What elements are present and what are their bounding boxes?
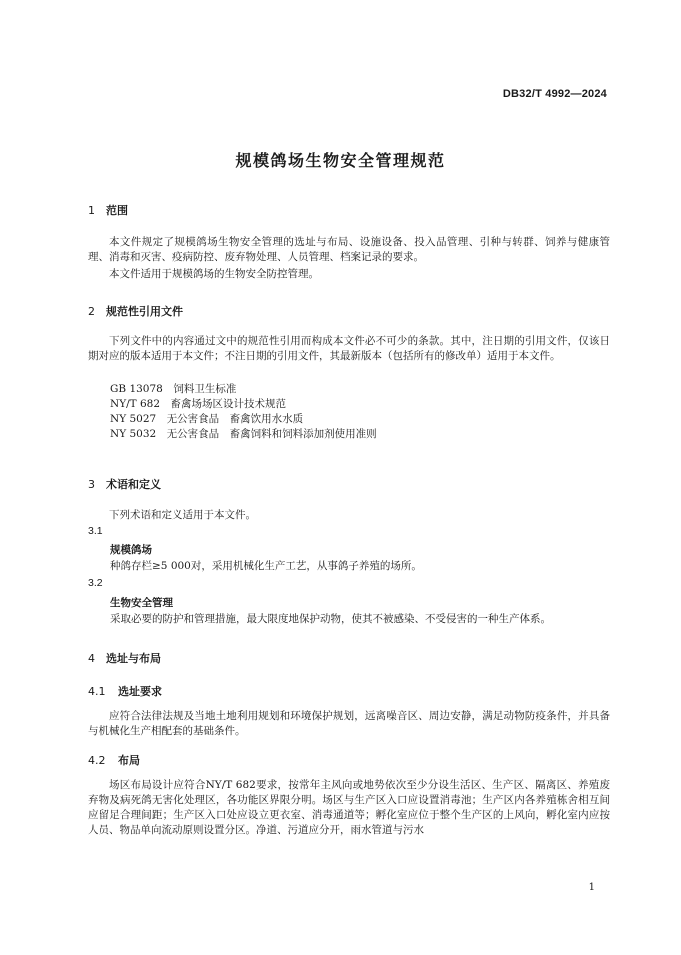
term-3-2-name: 生物安全管理 bbox=[110, 597, 173, 609]
section-title: 选址要求 bbox=[118, 685, 162, 698]
section-title: 选址与布局 bbox=[106, 652, 161, 665]
term-3-2-definition: 采取必要的防护和管理措施，最大限度地保护动物，使其不被感染、不受侵害的一种生产体系。 bbox=[110, 613, 551, 625]
reference-list bbox=[88, 382, 610, 442]
section-number: 1 bbox=[88, 204, 95, 217]
section-1-paragraph-1: 本文件规定了规模鸽场生物安全管理的选址与布局、设施设备、投入品管理、引种与转群、饲养与健康管理、消毒和灭害、疫病防控、废弃物处理、人员管理、档案记录的要求。 bbox=[88, 236, 610, 263]
term-3-1-number: 3.1 bbox=[88, 525, 103, 537]
reference-item: NY 5027 无公害食品 畜禽饮用水水质 bbox=[110, 413, 304, 425]
section-2-heading bbox=[88, 303, 610, 319]
section-number: 2 bbox=[88, 305, 95, 318]
section-title: 规范性引用文件 bbox=[106, 305, 183, 318]
section-3-paragraph: 下列术语和定义适用于本文件。 bbox=[109, 509, 256, 521]
section-title: 术语和定义 bbox=[106, 478, 161, 491]
section-4-1-heading bbox=[88, 683, 610, 699]
section-number: 4 bbox=[88, 652, 95, 665]
document-code: DB32/T 4992—2024 bbox=[502, 88, 607, 100]
page-number: 1 bbox=[588, 882, 595, 893]
section-title: 布局 bbox=[118, 754, 140, 767]
term-3-2-number: 3.2 bbox=[88, 577, 103, 589]
section-number: 3 bbox=[88, 478, 95, 491]
section-4-2-paragraph: 场区布局设计应符合NY/T 682要求，按常年主风向或地势依次至少分设生活区、生产区、隔离区、养殖废弃物及病死鸽无害化处理区，各功能区界限分明。场区与生产区入口应设置消毒池；生产区内各养殖栋舍相互间应留足合理间距；生产区入口处应设立更衣室、消毒通道等；孵化室应位于整个生产区的上风向，孵化室内应按人员、物品单向流动原则设置分区。净道、污道应分开，雨水管道与污水 bbox=[88, 779, 610, 836]
reference-item: GB 13078 饲料卫生标准 bbox=[110, 383, 237, 395]
section-4-1-paragraph: 应符合法律法规及当地土地利用规划和环境保护规划，远离噪音区、周边安静，满足动物防疫条件，并具备与机械化生产相配套的基础条件。 bbox=[88, 710, 610, 737]
document-title: 规模鸽场生物安全管理规范 bbox=[235, 151, 446, 170]
section-1-heading bbox=[88, 202, 610, 218]
section-title: 范围 bbox=[106, 204, 128, 217]
reference-item: NY 5032 无公害食品 畜禽饲料和饲料添加剂使用准则 bbox=[110, 428, 377, 440]
section-number: 4.2 bbox=[88, 754, 106, 767]
section-number: 4.1 bbox=[88, 685, 106, 698]
section-1-paragraph-2: 本文件适用于规模鸽场的生物安全防控管理。 bbox=[109, 268, 319, 280]
term-3-1-name: 规模鸽场 bbox=[110, 544, 152, 556]
section-4-2-heading bbox=[88, 752, 610, 768]
reference-item: NY/T 682 畜禽场场区设计技术规范 bbox=[110, 398, 287, 410]
section-3-heading bbox=[88, 476, 610, 492]
term-3-1-definition: 种鸽存栏≥5 000对，采用机械化生产工艺，从事鸽子养殖的场所。 bbox=[110, 560, 422, 572]
section-4-heading bbox=[88, 650, 610, 666]
section-2-paragraph: 下列文件中的内容通过文中的规范性引用而构成本文件必不可少的条款。其中，注日期的引用文件，仅该日期对应的版本适用于本文件；不注日期的引用文件，其最新版本（包括所有的修改单）适用于本文件。 bbox=[88, 335, 610, 362]
